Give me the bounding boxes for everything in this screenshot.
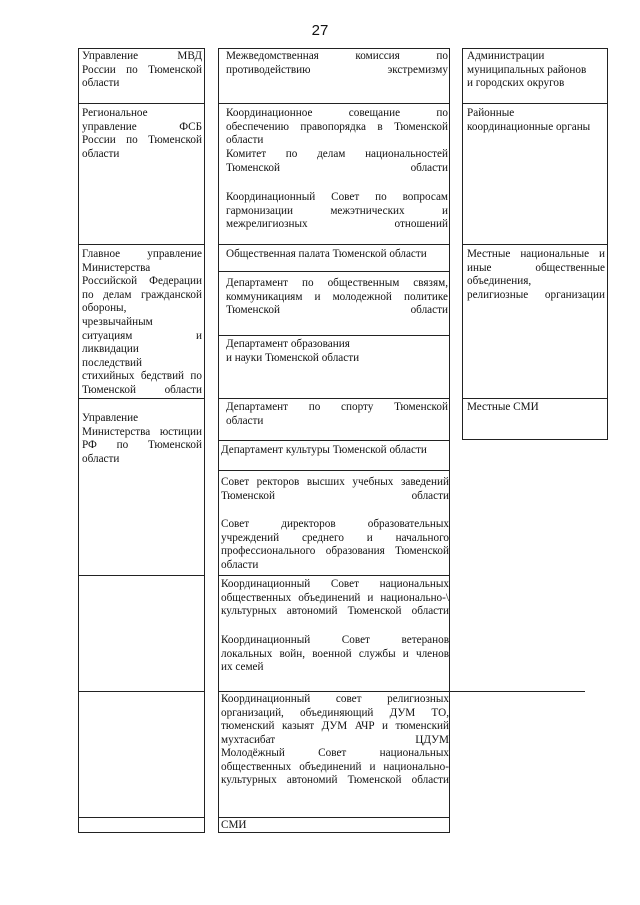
middle-cell-12-line: Координационный Совет ветеранов — [221, 634, 449, 646]
mchs-cell-line: Главное управление — [82, 248, 202, 260]
mvd-cell-line: области — [82, 77, 120, 90]
mvd-cell-line: России по Тюменской — [82, 63, 202, 76]
middle-cell-11-line: культурных автономий Тюменской области — [221, 605, 449, 618]
justice-cell-line: РФ по Тюменской — [82, 439, 202, 452]
middle-cell-6-line: Департамент образования — [226, 338, 350, 350]
middle-cell-13-line: тюменский казыят ДУМ АЧР и тюменский — [221, 720, 449, 733]
mchs-cell-line: Министерства — [82, 261, 151, 274]
justice-cell-line: Министерства юстиции — [82, 425, 202, 438]
fsb-cell-line: России по Тюменской — [82, 134, 202, 147]
middle-cell-5-line: коммуникациям и молодежной политике — [226, 290, 448, 303]
district-cell-line: Районные — [467, 107, 515, 119]
middle-cell-0-line: противодействию экстремизму — [226, 63, 448, 76]
local-orgs-cell-line: Местные национальные и — [467, 248, 605, 260]
local-orgs-cell-line: иные общественные — [467, 261, 605, 274]
fsb-cell-line: управление ФСБ — [82, 120, 202, 133]
middle-cell-1-line: области — [226, 134, 264, 147]
admin-cell-line: Администрации — [467, 50, 545, 62]
mchs-cell-line: ситуациям и — [82, 329, 202, 342]
middle-cell-12-line: локальных войн, военной службы и членов — [221, 647, 449, 660]
admin-cell-line: и городских округов — [467, 77, 565, 90]
middle-cell-11-line: общественных объединений и национально-\ — [221, 591, 449, 604]
mchs-cell-line: Российской Федерации — [82, 275, 202, 288]
middle-cell-7-line: Департамент по спорту Тюменской — [226, 401, 448, 413]
middle-cell-15-line: СМИ — [221, 819, 247, 831]
justice-cell-line: Управление — [82, 412, 139, 424]
mchs-cell-line: обороны, — [82, 302, 127, 315]
middle-cell-14-line: Молодёжный Совет национальных — [221, 747, 449, 759]
mchs-cell-line: ликвидации — [82, 343, 139, 356]
local-orgs-cell-line: объединения, — [467, 275, 532, 288]
middle-cell-10-line: области — [221, 558, 259, 571]
middle-cell-13-line: организаций, объединяющий ДУМ ТО, — [221, 706, 449, 719]
middle-cell-3-line: Координационный Совет по вопросам — [226, 191, 448, 203]
middle-cell-8-line: Департамент культуры Тюменской области — [221, 444, 427, 456]
mchs-cell-line: Тюменской области — [82, 384, 202, 396]
middle-cell-1-line: обеспечению правопорядка в Тюменской — [226, 120, 448, 133]
middle-cell-7-line: области — [226, 414, 264, 427]
justice-cell-line: области — [82, 452, 120, 465]
middle-cell-5-line: Департамент по общественным связям, — [226, 277, 448, 289]
local-media-cell-line: Местные СМИ — [467, 401, 539, 413]
district-cell-line: координационные органы — [467, 120, 591, 133]
middle-cell-9-line: Тюменской области — [221, 489, 449, 502]
mchs-cell-line: стихийных бедствий по — [82, 370, 202, 383]
middle-cell-14-line: общественных объединений и национально- — [221, 760, 449, 773]
mchs-cell-line: по делам гражданской — [82, 288, 202, 301]
page-number: 27 — [311, 22, 329, 39]
mchs-cell-line: чрезвычайным — [82, 316, 153, 328]
fsb-cell-line: области — [82, 147, 120, 160]
middle-cell-13-line: Координационный совет религиозных — [221, 693, 449, 705]
middle-cell-10-line: профессионального образования Тюменской — [221, 545, 449, 558]
middle-cell-12-line: их семей — [221, 661, 264, 674]
mchs-cell-line: последствий — [82, 356, 143, 369]
middle-cell-5-line: Тюменской области — [226, 304, 448, 317]
middle-cell-9-line: Совет ректоров высших учебных заведений — [221, 476, 449, 488]
middle-cell-2-line: Комитет по делам национальностей — [226, 148, 448, 160]
middle-cell-3-line: гармонизации межэтнических и — [226, 204, 448, 217]
middle-cell-3-line: межрелигиозных отношений — [226, 218, 448, 231]
middle-cell-10-line: учреждений среднего и начального — [221, 531, 449, 544]
middle-cell-2-line: Тюменской области — [226, 161, 448, 174]
middle-cell-0-line: Межведомственная комиссия по — [226, 50, 448, 62]
local-orgs-cell-line: религиозные организации — [467, 288, 605, 301]
fsb-cell-line: Региональное — [82, 107, 148, 119]
middle-cell-13-line: мухтасибат ЦДУМ — [221, 733, 449, 746]
admin-cell-line: муниципальных районов — [467, 63, 587, 76]
middle-cell-10-line: Совет директоров образовательных — [221, 518, 449, 530]
mvd-cell-line: Управление МВД — [82, 50, 202, 62]
middle-cell-6-line: и науки Тюменской области — [226, 351, 360, 364]
middle-cell-4-line: Общественная палата Тюменской области — [226, 248, 427, 260]
middle-cell-14-line: культурных автономий Тюменской области — [221, 774, 449, 787]
middle-cell-11-line: Координационный Совет национальных — [221, 578, 449, 590]
middle-cell-1-line: Координационное совещание по — [226, 107, 448, 119]
